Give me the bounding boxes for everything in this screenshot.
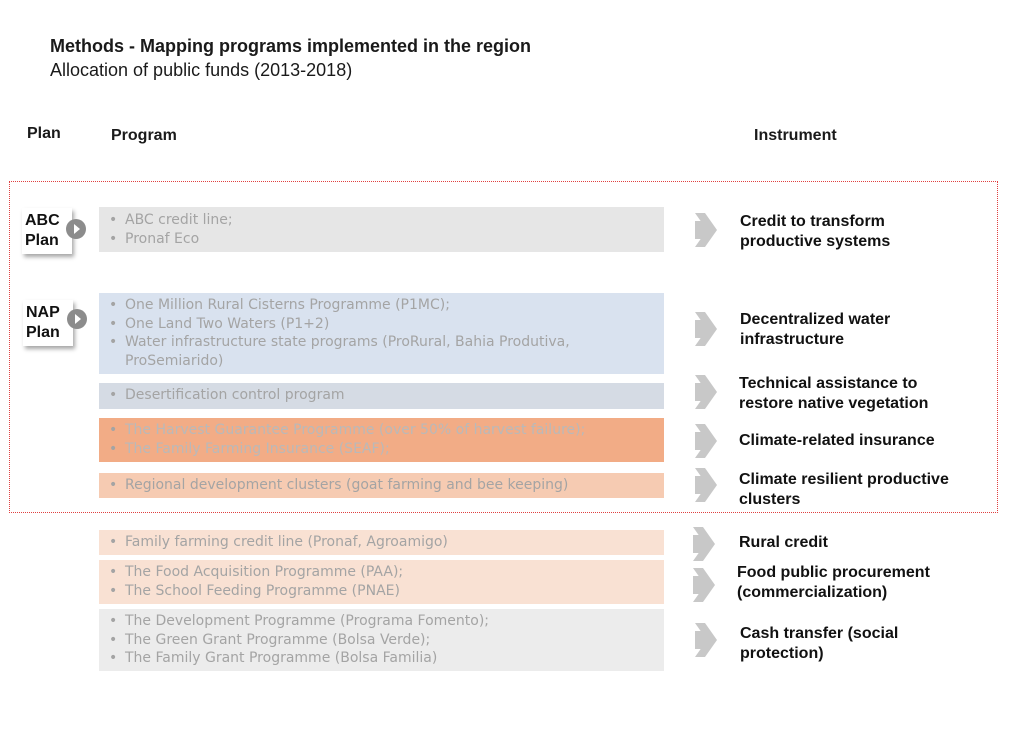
right-arrow-icon — [695, 468, 717, 502]
abc-plan-label: ABC Plan — [25, 212, 60, 249]
program-box-procurement — [99, 560, 664, 604]
program-item: • The Development Programme (Programa Fomento); — [107, 612, 656, 631]
right-arrow-icon — [695, 375, 717, 409]
program-box-clusters — [99, 473, 664, 498]
instrument-label: Technical assistance to restore native vegetation — [739, 375, 929, 412]
program-item: • The School Feeding Programme (PNAE) — [107, 582, 656, 601]
slide-title: Methods - Mapping programs implemented in the region — [50, 36, 532, 56]
nap-plan-label: NAP Plan — [26, 304, 60, 341]
program-box-credit — [99, 530, 664, 555]
play-icon — [67, 309, 87, 329]
program-item: • Regional development clusters (goat farming and bee keeping) — [107, 476, 656, 495]
abc-plan-tag — [22, 208, 72, 254]
nap-plan-tag — [23, 300, 73, 346]
right-arrow-icon — [693, 568, 715, 602]
program-box-insurance — [99, 418, 664, 462]
program-item: • Pronaf Eco — [107, 230, 656, 249]
program-item: • The Family Grant Programme (Bolsa Familia) — [107, 649, 656, 668]
right-arrow-icon — [695, 213, 717, 247]
program-box-desertification — [99, 383, 664, 409]
instrument-label: Food public procurement (commercialization) — [737, 564, 930, 601]
right-arrow-icon — [695, 312, 717, 346]
program-item: • Desertification control program — [107, 386, 656, 405]
instrument-label: Decentralized water infrastructure — [740, 311, 891, 348]
program-item: • The Family Farming Insurance (SEAF); — [107, 440, 656, 459]
right-arrow-icon — [693, 527, 715, 561]
program-item: • The Food Acquisition Programme (PAA); — [107, 563, 656, 582]
instrument-label: Credit to transform productive systems — [740, 213, 891, 250]
right-arrow-icon — [695, 424, 717, 458]
play-icon — [66, 219, 86, 239]
program-item: • One Land Two Waters (P1+2) — [107, 315, 656, 334]
instrument-label: Rural credit — [739, 534, 828, 551]
program-item: • The Harvest Guarantee Programme (over 50% of harvest failure); — [107, 421, 656, 440]
program-item: • Family farming credit line (Pronaf, Agroamigo) — [107, 533, 656, 552]
instrument-label: Climate-related insurance — [739, 432, 935, 449]
program-item: • ABC credit line; — [107, 211, 656, 230]
program-item: • One Million Rural Cisterns Programme (P1MC); — [107, 296, 656, 315]
instrument-label: Climate resilient productive clusters — [739, 471, 949, 508]
instrument-label: Cash transfer (social protection) — [740, 625, 899, 662]
program-item: • Water infrastructure state programs (ProRural, Bahia Produtiva, ProSemiarido) — [107, 333, 656, 370]
column-header-plan: Plan — [27, 125, 61, 142]
program-box-cash-transfer — [99, 609, 664, 671]
slide-subtitle: Allocation of public funds (2013-2018) — [50, 60, 353, 80]
column-header-instrument: Instrument — [754, 127, 837, 144]
right-arrow-icon — [695, 623, 717, 657]
program-box-water — [99, 293, 664, 374]
column-header-program: Program — [111, 127, 177, 144]
program-item: • The Green Grant Programme (Bolsa Verde); — [107, 631, 656, 650]
program-box-abc — [99, 207, 664, 252]
